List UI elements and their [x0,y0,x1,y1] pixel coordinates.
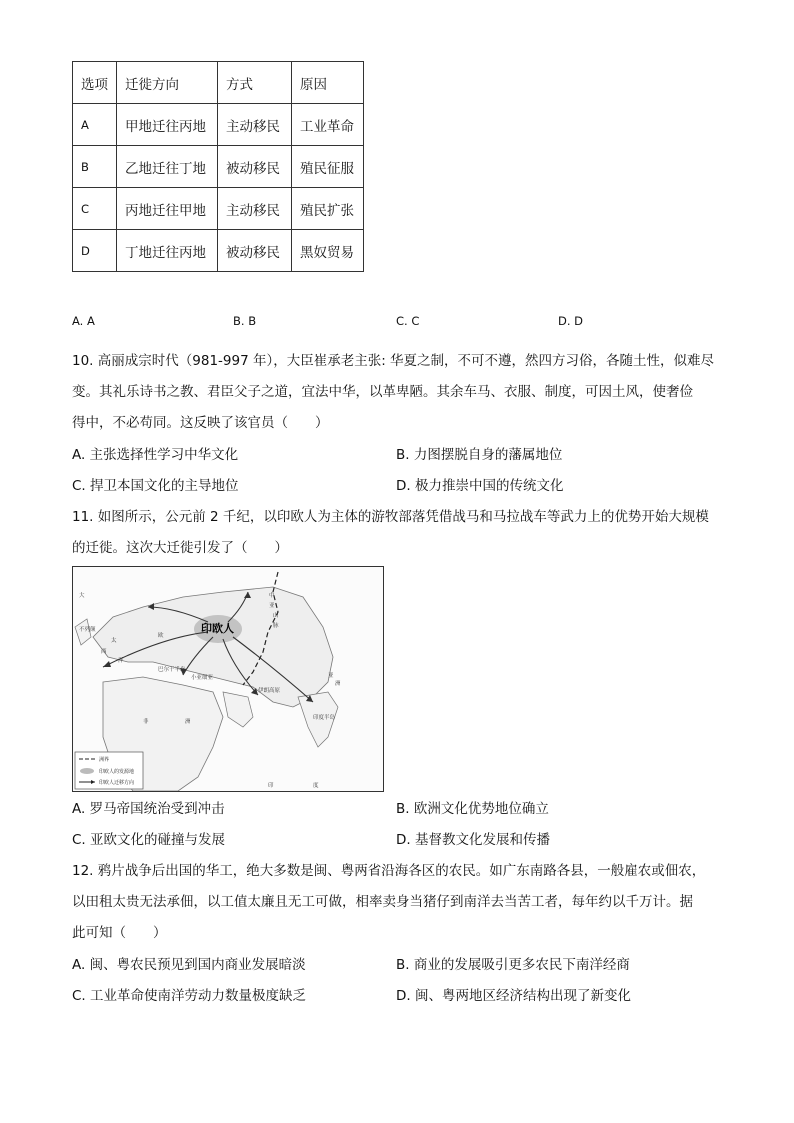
table-header-cell: 迁徙方向 [117,62,218,104]
table-cell: 黑奴贸易 [292,230,364,272]
table-cell: 乙地迁往丁地 [117,146,218,188]
q11-option-a[interactable]: A. 罗马帝国统治受到冲击 [72,801,225,817]
map-label: 印度半岛 [313,715,336,721]
map-label: 亚 [328,673,334,679]
map-label: 洲 [335,681,341,687]
q10-stem-line: 10. 高丽成宗时代（981-997 年），大臣崔承老主张: 华夏之制，不可不遵，然四方习俗，各随土性，似难尽 [72,353,715,369]
map-label: 巴尔干半岛 [158,667,186,673]
q12-stem-line: 此可知（ ） [72,925,167,941]
map-label: 山 [273,613,279,619]
q11-option-c[interactable]: C. 亚欧文化的碰撞与发展 [72,832,226,848]
table-cell: B [73,146,117,188]
map-legend [75,752,143,789]
table-row [73,104,364,146]
table-cell: 殖民扩张 [292,188,364,230]
q12-option-a[interactable]: A. 闽、粤农民预见到国内商业发展暗淡 [72,957,306,973]
q9-option-c[interactable]: C. C [396,314,420,328]
q12-stem-line: 12. 鸦片战争后出国的华工，绝大多数是闽、粤两省沿海各区的农民。如广东南路各县，一般雇农或佃农， [72,863,706,879]
table-cell: 丙地迁往甲地 [117,188,218,230]
table-cell: D [73,230,117,272]
migration-map [72,566,384,792]
q10-stem-line: 得中，不必苟同。这反映了该官员（ ） [72,415,329,431]
options-table [72,61,364,272]
table-header-cell: 方式 [218,62,292,104]
homeland-label: 印欧人 [201,622,234,635]
table-row [73,230,364,272]
q12-option-c[interactable]: C. 工业革命使南洋劳动力数量极度缺乏 [72,988,307,1004]
map-label: 印 [268,783,274,789]
map-label: 不列颠 [79,627,96,633]
map-label: 洲 [185,719,191,725]
q10-option-a[interactable]: A. 主张选择性学习中华文化 [72,447,239,463]
map-label: 伊朗高原 [258,688,281,694]
q10-option-b[interactable]: B. 力图摆脱自身的藩属地位 [396,447,563,463]
table-cell: 丁地迁往丙地 [117,230,218,272]
map-label: 非 [143,719,149,725]
table-cell: 被动移民 [218,230,292,272]
table-cell: C [73,188,117,230]
q12-option-b[interactable]: B. 商业的发展吸引更多农民下南洋经商 [396,957,630,973]
table-row [73,146,364,188]
table-cell: 甲地迁往丙地 [117,104,218,146]
map-label: 西 [101,649,107,655]
q12-option-d[interactable]: D. 闽、粤两地区经济结构出现了新变化 [396,988,631,1004]
table-cell: A [73,104,117,146]
legend-direction-label: 印欧人迁移方向 [99,780,135,786]
table-header-cell: 选项 [73,62,117,104]
map-label: 欧 [158,633,164,639]
table-cell: 主动移民 [218,104,292,146]
map-label: 太 [111,638,117,644]
table-header-row [73,62,364,104]
arabia-land [223,692,253,727]
q10-option-c[interactable]: C. 捍卫本国文化的主导地位 [72,478,239,494]
legend-homeland-label: 印欧人的发源地 [99,769,135,775]
q11-stem-line: 11. 如图所示，公元前 2 千纪，以印欧人为主体的游牧部落凭借战马和马拉战车等武力上的优势开始大规模 [72,509,709,525]
map-label: 小亚细亚 [191,675,214,681]
q11-option-b[interactable]: B. 欧洲文化优势地位确立 [396,801,549,817]
map-label: 脉 [273,623,279,629]
q11-option-d[interactable]: D. 基督教文化发展和传播 [396,832,550,848]
table-cell: 殖民征服 [292,146,364,188]
map-label: 度 [313,783,319,789]
q9-option-d[interactable]: D. D [558,314,584,328]
q12-stem-line: 以田租太贵无法承佃，以工值太廉且无工可做，相率卖身当猪仔到南洋去当苦工者，每年约以千万计。据 [72,894,693,910]
table-cell: 主动移民 [218,188,292,230]
map-label: 洋 [118,658,124,664]
map-label: 亚 [269,603,275,609]
map-label: 大 [79,593,85,599]
q11-stem-line: 的迁徙。这次大迁徙引发了（ ） [72,540,288,556]
table-cell: 工业革命 [292,104,364,146]
q10-option-d[interactable]: D. 极力推崇中国的传统文化 [396,478,564,494]
q9-option-a[interactable]: A. A [72,314,95,328]
map-svg [73,567,383,791]
q10-stem-line: 变。其礼乐诗书之教、君臣父子之道，宜法中华，以革卑陋。其余车马、衣服、制度，可因土风，使奢俭 [72,384,693,400]
table-row [73,188,364,230]
legend-boundary-label: 洲界 [99,757,110,763]
map-label: 中 [269,593,275,599]
table-cell: 被动移民 [218,146,292,188]
table-header-cell: 原因 [292,62,364,104]
q9-option-b[interactable]: B. B [233,314,257,328]
